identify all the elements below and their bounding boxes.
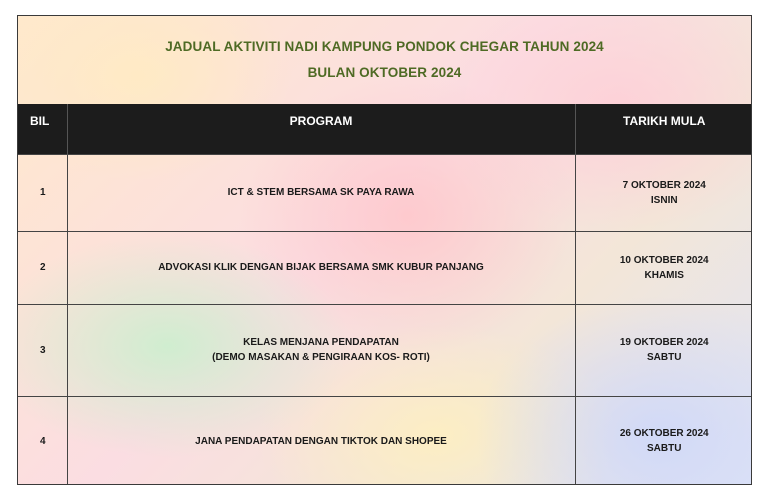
start-date: 19 OKTOBER 2024 [619, 337, 709, 348]
start-date: 7 OKTOBER 2024 [622, 179, 706, 191]
program-name: JANA PENDAPATAN DENGAN TIKTOK DAN SHOPEE [195, 435, 447, 447]
row-number: 2 [18, 231, 67, 304]
program-cell [67, 304, 575, 396]
table-row [18, 231, 752, 304]
program-cell [67, 231, 575, 304]
row-number: 1 [18, 154, 67, 231]
title-block [18, 16, 751, 104]
start-date: 26 OKTOBER 2024 [619, 428, 709, 439]
date-cell [575, 231, 752, 304]
header-tarikh-mula: TARIKH MULA [575, 104, 752, 154]
date-cell [575, 154, 752, 231]
program-cell [67, 396, 575, 485]
program-name: ICT & STEM BERSAMA SK PAYA RAWA [227, 187, 415, 198]
schedule-poster [17, 15, 752, 485]
date-cell [575, 304, 752, 396]
program-cell [67, 154, 575, 231]
table-header-row [18, 104, 752, 154]
row-number: 3 [18, 304, 67, 396]
start-day: SABTU [647, 443, 682, 454]
start-day: ISNIN [650, 194, 678, 206]
program-name: KELAS MENJANA PENDAPATAN [243, 337, 399, 348]
table-row [18, 304, 752, 396]
start-day: SABTU [647, 352, 682, 363]
start-date: 10 OKTOBER 2024 [619, 254, 709, 266]
start-day: KHAMIS [644, 269, 684, 281]
program-name: ADVOKASI KLIK DENGAN BIJAK BERSAMA SMK KUBUR PANJANG [158, 262, 484, 273]
date-cell [575, 396, 752, 485]
table-row [18, 154, 752, 231]
page-subtitle: BULAN OKTOBER 2024 [307, 65, 462, 80]
page-title: JADUAL AKTIVITI NADI KAMPUNG PONDOK CHEGAR TAHUN 2024 [165, 39, 604, 54]
table-row [18, 396, 752, 485]
header-program: PROGRAM [67, 104, 575, 154]
activity-table [18, 104, 752, 485]
row-number: 4 [18, 396, 67, 485]
header-bil: BIL [18, 104, 67, 154]
program-detail: (DEMO MASAKAN & PENGIRAAN KOS- ROTI) [212, 352, 430, 363]
